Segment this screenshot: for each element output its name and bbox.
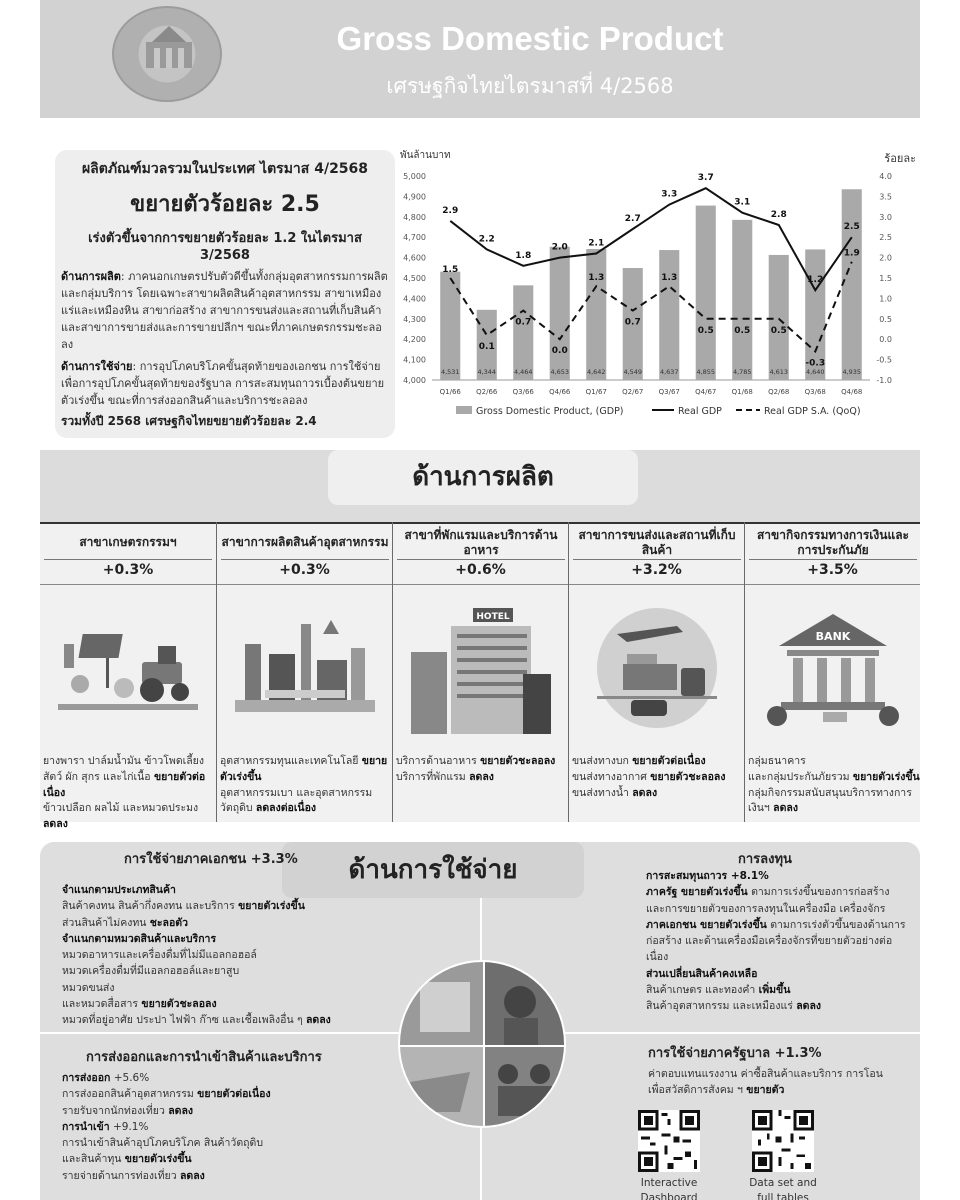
nesdc-seal-logo (112, 6, 222, 102)
real-gdp-sa-label: -0.3 (805, 358, 826, 369)
gdp-bar (842, 189, 862, 380)
left-tick-label: 5,000 (403, 172, 426, 181)
real-gdp-label: 1.2 (807, 275, 824, 286)
real-gdp-sa-line (450, 262, 852, 352)
gdp-chart (398, 144, 920, 434)
legend-bar-label: Gross Domestic Product, (GDP) (476, 406, 624, 417)
right-tick-label: 2.0 (879, 253, 892, 263)
sector-growth: +0.6% (455, 562, 506, 578)
sector-name: สาขาที่พักแรมและบริการด้านอาหาร (397, 526, 565, 560)
sector-transport (568, 522, 744, 822)
summary-expenditure-text: : การอุปโภคบริโภคขั้นสุดท้ายของเอกชน การใช้จ่ายเพื่อการอุปโภคขั้นสุดท้ายของรัฐบาล การสะสมทุนถาวรเบื้องต้นขยายตัวเร่งขึ้น ขณะที่การส่งออกสินค้าและบริการชะลอลง (61, 360, 385, 408)
x-tick-label: Q1/67 (585, 388, 607, 396)
left-tick-label: 4,400 (403, 294, 426, 304)
right-tick-label: -0.5 (876, 355, 892, 365)
sector-growth: +3.5% (807, 562, 858, 578)
gdp-bar-label: 4,653 (550, 368, 570, 376)
gdp-bar (696, 206, 716, 380)
summary-expenditure (61, 358, 389, 409)
real-gdp-sa-label: 0.5 (770, 325, 787, 336)
transport-icon (587, 604, 727, 734)
right-axis-title: ร้อยละ (884, 152, 916, 165)
summary-production-text: : ภาคนอกเกษตรปรับตัวดีขึ้นทั้งกลุ่มอุตสาหกรรมการผลิตและกลุ่มบริการ โดยเฉพาะสาขาผลิตสินค้าอุตสาหกรรม สาขาเหมืองแร่และเหมืองหิน สาขาก่อสร้าง สาขาการขนส่งและสถานที่เก็บสินค้า และสาขาการขายส่งและการขายปลีกฯ ขณะที่ภาคเกษตรกรรมชะลอลง (61, 270, 388, 352)
left-tick-label: 4,700 (403, 233, 426, 243)
sector-description: อุตสาหกรรมทุนและเทคโนโลยี ขยายตัวเร่งขึ้น อุตสาหกรรมเบา และอุตสาหกรรมวัตถุดิบ ลดลงต่อเนื่อง (220, 755, 388, 815)
trade-title: การส่งออกและการนำเข้าสินค้าและบริการ (86, 1050, 322, 1065)
private-consumption-text: จำแนกตามประเภทสินค้า สินค้าคงทน สินค้ากึ่งคงทน และบริการ ขยายตัวเร่งขึ้น ส่วนสินค้าไม่คงทน ชะลอตัว จำแนกตามหมวดสินค้าและบริการ หมวดอาหารและเครื่องดื่มที่ไม่มีแอลกอฮอล์ หมวดเครื่องดื่มที่มีแอลกอฮอล์และยาสูบ หมวดขนส่ง และหมวดสื่อสาร ขยายตัวชะลอลง หมวดที่อยู่อาศัย ประปา ไฟฟ้า ก๊าซ และเชื้อเพลิงอื่น ๆ ลดลง (62, 884, 331, 1027)
production-title: ด้านการผลิต (328, 450, 638, 505)
sector-description: กลุ่มธนาคาร และกลุ่มประกันภัยรวม ขยายตัวเร่งขึ้น กลุ่มกิจกรรมสนับสนุนบริการทางการเงินฯ ลดลง (748, 755, 920, 815)
real-gdp-sa-label: 0.5 (697, 325, 714, 336)
x-tick-label: Q4/66 (549, 388, 571, 396)
trade-text: การส่งออก +5.6% การส่งออกสินค้าอุตสาหกรรม ขยายตัวต่อเนื่อง รายรับจากนักท่องเที่ยว ลดลง การนำเข้า +9.1% การนำเข้าสินค้าอุปโภคบริโภค สินค้าวัตถุดิบ และสินค้าทุน ขยายตัวเร่งขึ้น รายจ่ายด้านการท่องเที่ยว ลดลง (62, 1072, 271, 1182)
private-consumption-title: การใช้จ่ายภาคเอกชน +3.3% (124, 852, 298, 867)
real-gdp-sa-label: 1.3 (661, 273, 678, 284)
right-tick-label: 3.0 (879, 212, 892, 222)
gdp-bar-label: 4,549 (623, 368, 643, 376)
page-title: Gross Domestic Product (336, 20, 724, 57)
x-tick-label: Q3/67 (658, 388, 680, 396)
sector-name: สาขาการผลิตสินค้าอุตสาหกรรม (221, 526, 389, 560)
left-tick-label: 4,200 (403, 335, 426, 345)
real-gdp-label: 3.3 (661, 189, 678, 200)
summary-acceleration: เร่งตัวขึ้นจากการขยายตัวร้อยละ 1.2 ในไตรมาส 3/2568 (88, 231, 362, 263)
sector-agriculture (40, 522, 216, 830)
left-tick-label: 4,100 (403, 355, 426, 365)
x-tick-label: Q2/66 (476, 388, 498, 396)
sector-growth: +3.2% (631, 562, 682, 578)
x-tick-label: Q1/68 (731, 388, 753, 396)
farm-tractor-icon (58, 604, 198, 734)
summary-total: รวมทั้งปี 2568 เศรษฐกิจไทยขยายตัวร้อยละ 2.4 (61, 414, 317, 429)
real-gdp-label: 3.7 (697, 173, 714, 184)
gdp-bar-label: 4,785 (732, 368, 752, 376)
sector-growth: +0.3% (279, 562, 330, 578)
sector-name: สาขาเกษตรกรรมฯ (44, 526, 212, 560)
gdp-bar (513, 285, 533, 380)
government-title: การใช้จ่ายภาครัฐบาล +1.3% (648, 1046, 822, 1061)
right-tick-label: 0.0 (879, 335, 892, 345)
summary-production (61, 268, 389, 353)
real-gdp-sa-label: 0.0 (551, 346, 568, 357)
gdp-bar (769, 255, 789, 380)
real-gdp-label: 2.5 (843, 222, 860, 233)
left-tick-label: 4,600 (403, 253, 426, 263)
real-gdp-sa-label: 0.7 (624, 317, 641, 328)
page-subtitle: เศรษฐกิจไทยไตรมาสที่ 4/2568 (386, 74, 674, 98)
sector-growth: +0.3% (102, 562, 154, 578)
investment-text: การสะสมทุนถาวร +8.1% ภาครัฐ ขยายตัวเร่งขึ้น ตามการเร่งขึ้นของการก่อสร้างและการขยายตัวของการลงทุนในเครื่องมือ เครื่องจักร ภาคเอกชน ขยายตัวเร่งขึ้น ตามการเร่งตัวขึ้นของด้านการก่อสร้าง และด้านเครื่องมือเครื่องจักรที่ขยายตัวอย่างต่อเนื่อง ส่วนเปลี่ยนสินค้าคงเหลือ สินค้าเกษตร และทองคำ เพิ่มขึ้น สินค้าอุตสาหกรรม และเหมืองแร่ ลดลง (646, 870, 906, 1013)
left-tick-label: 4,000 (403, 376, 426, 385)
sector-name: สาขากิจกรรมทางการเงินและการประกันภัย (749, 526, 917, 560)
gdp-bar (550, 247, 570, 380)
dashboard-qr-label: Interactive Dashboard (640, 1177, 698, 1200)
expenditure-title: ด้านการใช้จ่าย (282, 842, 584, 898)
real-gdp-label: 2.7 (624, 214, 641, 225)
gdp-bar-label: 4,935 (842, 368, 862, 376)
summary-title: ผลิตภัณฑ์มวลรวมในประเทศ ไตรมาส 4/2568 (81, 161, 369, 177)
sector-finance (744, 522, 920, 822)
left-tick-label: 4,800 (403, 212, 426, 222)
real-gdp-sa-label: 1.5 (442, 265, 459, 275)
gdp-bar-label: 4,642 (586, 368, 606, 376)
x-tick-label: Q2/68 (768, 388, 790, 396)
right-tick-label: 0.5 (879, 314, 892, 324)
sector-manufacturing (216, 522, 392, 822)
sector-description: ยางพารา ปาล์มน้ำมัน ข้าวโพดเลี้ยงสัตว์ ผัก สุกร และไก่เนื้อ ขยายตัวต่อเนื่อง ข้าวเปลือก ผลไม้ และหมวดประมง ลดลง (43, 755, 206, 830)
sector-hotel-food (392, 522, 568, 822)
summary-headline: ขยายตัวร้อยละ 2.5 (130, 192, 320, 217)
x-tick-label: Q1/66 (439, 388, 461, 396)
right-tick-label: 2.5 (879, 233, 892, 243)
gdp-bar (659, 250, 679, 380)
gdp-bar (732, 220, 752, 380)
bank-icon (763, 604, 903, 734)
sector-description: บริการด้านอาหาร ขยายตัวชะลอลง บริการที่พักแรม ลดลง (396, 755, 556, 783)
real-gdp-sa-label: 0.1 (478, 342, 495, 353)
legend-bar-swatch (456, 406, 472, 414)
factory-icon (235, 604, 375, 734)
gdp-bar-label: 4,613 (769, 368, 789, 376)
right-tick-label: 3.5 (879, 192, 892, 202)
x-tick-label: Q4/68 (841, 388, 863, 396)
real-gdp-sa-label: 1.9 (843, 248, 860, 259)
left-tick-label: 4,300 (403, 314, 426, 324)
dataset-qr-code[interactable] (752, 1110, 814, 1172)
summary-expenditure-label: ด้านการใช้จ่าย (61, 360, 133, 374)
gdp-bar-label: 4,855 (696, 368, 716, 376)
government-text: ค่าตอบแทนแรงงาน ค่าซื้อสินค้าและบริการ การโอนเพื่อสวัสดิการสังคม ฯ ขยายตัว (648, 1068, 883, 1097)
hotel-building-icon (411, 604, 551, 734)
real-gdp-label: 1.8 (515, 250, 532, 261)
right-tick-label: 1.5 (879, 274, 892, 283)
right-tick-label: -1.0 (876, 376, 892, 385)
summary-production-label: ด้านการผลิต (61, 270, 121, 283)
sector-name: สาขาการขนส่งและสถานที่เก็บสินค้า (573, 526, 741, 560)
left-tick-label: 4,900 (403, 192, 426, 202)
real-gdp-sa-label: 1.3 (588, 273, 605, 284)
right-tick-label: 4.0 (879, 172, 892, 181)
right-tick-label: 1.0 (879, 294, 892, 304)
real-gdp-label: 2.9 (442, 205, 459, 216)
left-axis-title: พันล้านบาท (400, 150, 451, 161)
real-gdp-label: 2.2 (478, 234, 495, 245)
production-sectors (40, 522, 920, 830)
dataset-qr-label: Data set and full tables (749, 1177, 817, 1200)
real-gdp-sa-label: 0.7 (515, 317, 532, 328)
x-tick-label: Q3/68 (804, 388, 826, 396)
x-tick-label: Q3/66 (512, 388, 534, 396)
real-gdp-sa-label: 0.5 (734, 325, 751, 336)
investment-title: การลงทุน (738, 852, 792, 867)
gdp-chart-svg (398, 144, 920, 434)
svg-text:BANK: BANK (815, 630, 851, 643)
real-gdp-label: 2.1 (588, 238, 605, 249)
gdp-bar-label: 4,531 (440, 368, 460, 376)
legend-line-label: Real GDP (678, 406, 722, 417)
legend-dashed-label: Real GDP S.A. (QoQ) (764, 406, 861, 417)
real-gdp-label: 2.0 (551, 242, 568, 253)
gdp-bar (586, 249, 606, 380)
gdp-bar-label: 4,640 (805, 368, 825, 376)
summary-box (55, 150, 395, 438)
x-tick-label: Q4/67 (695, 388, 717, 396)
real-gdp-line (450, 188, 852, 290)
real-gdp-label: 3.1 (734, 197, 751, 208)
sector-description: ขนส่งทางบก ขยายตัวต่อเนื่อง ขนส่งทางอากาศ ขยายตัวชะลอลง ขนส่งทางน้ำ ลดลง (572, 755, 726, 799)
dashboard-qr-code[interactable] (638, 1110, 700, 1172)
expenditure-photo-collage (398, 960, 566, 1128)
gdp-bar-label: 4,637 (659, 368, 679, 376)
gdp-bar-label: 4,464 (513, 368, 533, 376)
x-tick-label: Q2/67 (622, 388, 644, 396)
gdp-bar-label: 4,344 (477, 368, 497, 376)
header-banner (40, 0, 920, 118)
svg-text:HOTEL: HOTEL (476, 612, 510, 622)
real-gdp-label: 2.8 (770, 209, 787, 220)
left-tick-label: 4,500 (403, 274, 426, 283)
